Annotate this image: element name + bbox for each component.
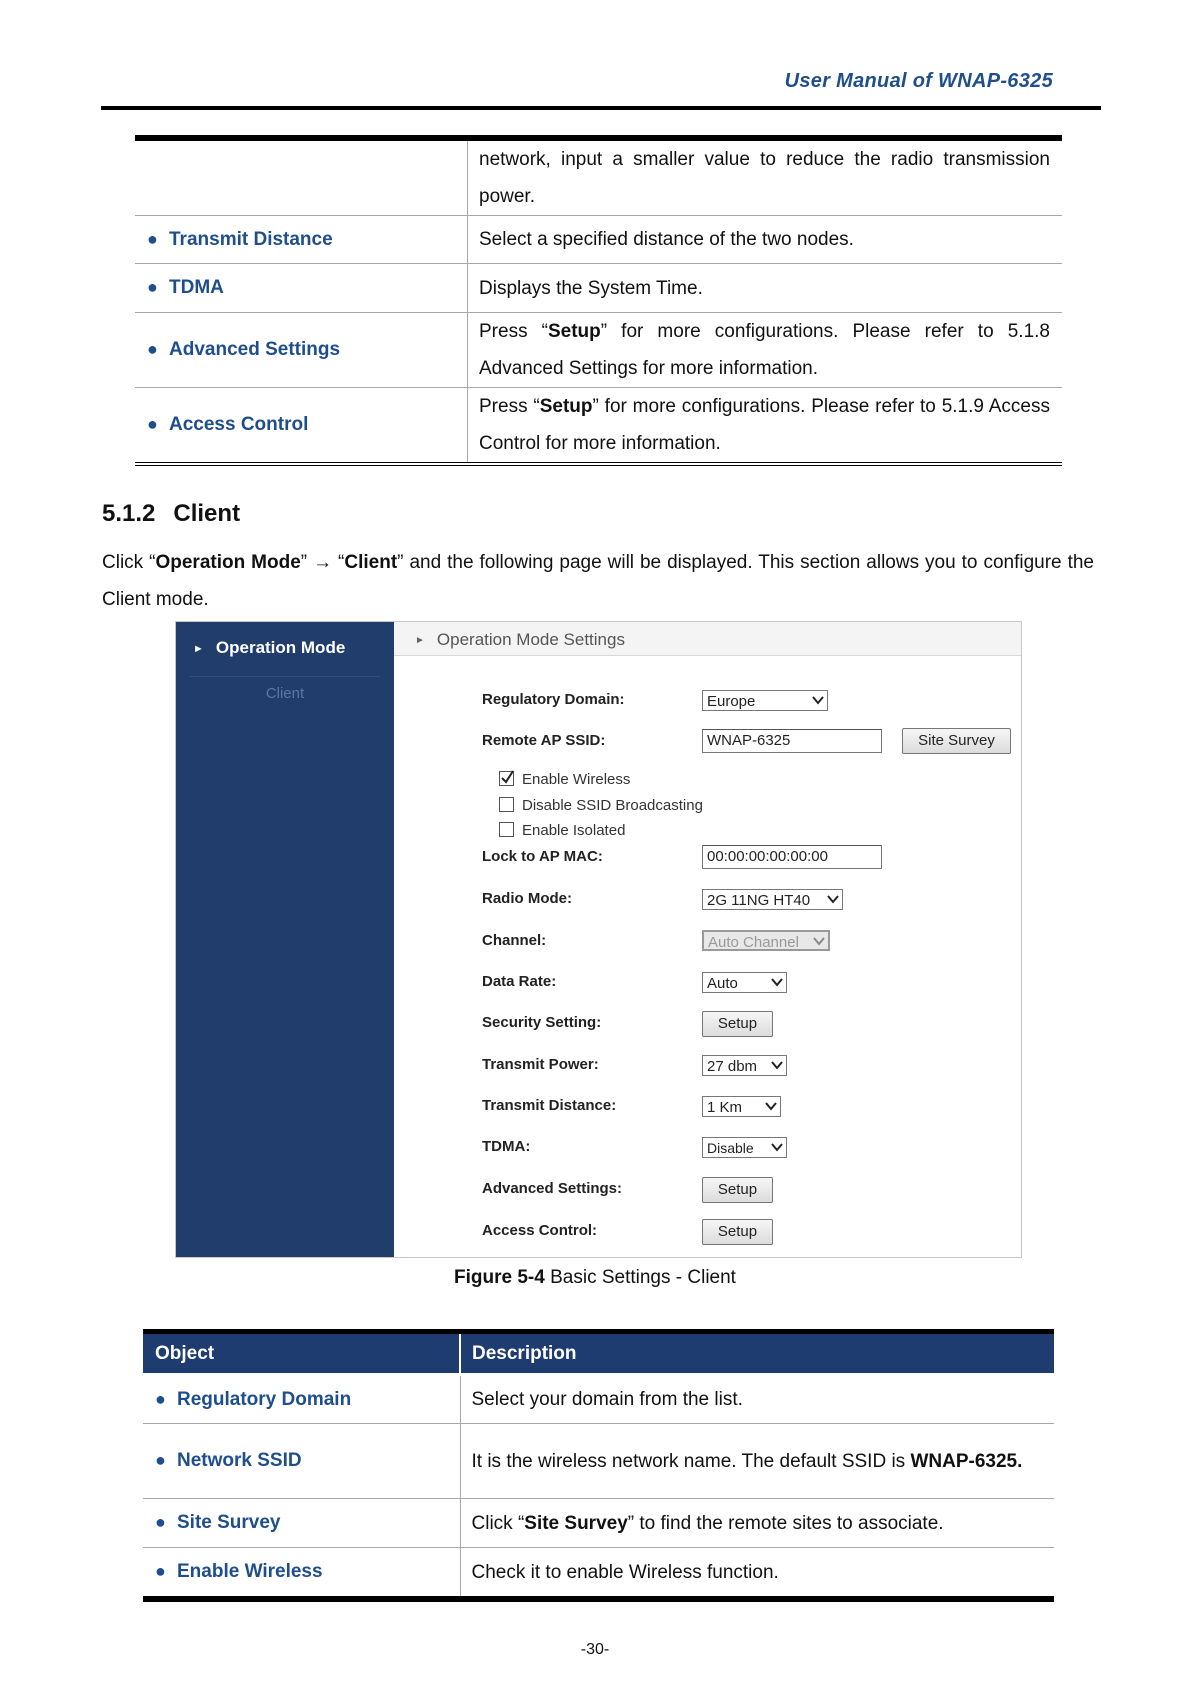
intro-text: ” → “ — [300, 552, 345, 573]
tdma-select[interactable] — [702, 1137, 787, 1158]
object-cell — [143, 1548, 460, 1600]
table-row — [135, 138, 1062, 216]
caption-text: Basic Settings - Client — [544, 1267, 736, 1288]
intro-text: ” and the following page will be displayed. This section allows you to configure the Client mode. — [102, 552, 1094, 610]
chevron-down-icon — [771, 977, 783, 987]
object-cell — [143, 1424, 460, 1499]
desc-text: ” for more configurations. Please refer to 5.1.9 Access Control for more information. — [479, 396, 1050, 454]
client-object-table — [143, 1329, 1054, 1602]
tx-distance-select[interactable] — [702, 1096, 781, 1117]
object-label: Site Survey — [177, 1512, 281, 1533]
desc-bold: Setup — [547, 321, 601, 342]
object-cell — [143, 1499, 460, 1548]
select-value: Disable — [707, 1140, 754, 1156]
section-intro — [102, 544, 1094, 618]
channel-select — [702, 930, 830, 951]
security-label: Security Setting: — [482, 1014, 602, 1031]
chevron-down-icon — [812, 695, 824, 705]
bullet-icon: ● — [147, 228, 158, 249]
bullet-icon: ● — [147, 339, 158, 359]
table-row — [143, 1548, 1054, 1600]
bullet-icon: ● — [155, 1450, 166, 1470]
section-heading — [102, 500, 258, 528]
table-row — [135, 264, 1062, 313]
desc-text: ” to find the remote sites to associate. — [627, 1512, 944, 1534]
tx-distance-label: Transmit Distance: — [482, 1097, 617, 1114]
object-label: Regulatory Domain — [177, 1388, 352, 1410]
tdma-label: TDMA: — [482, 1138, 531, 1155]
remote-ssid-input[interactable]: WNAP-6325 — [702, 729, 882, 753]
description-cell — [468, 313, 1063, 388]
bullet-icon: ● — [155, 1561, 166, 1581]
data-rate-label: Data Rate: — [482, 973, 557, 990]
select-value: Europe — [707, 693, 756, 710]
remote-ssid-label: Remote AP SSID: — [482, 732, 606, 749]
panel-header — [394, 622, 1021, 656]
table-row — [143, 1375, 1054, 1424]
bullet-icon: ● — [147, 414, 158, 434]
object-label: Advanced Settings — [169, 339, 341, 360]
select-value: 2G 11NG HT40 — [707, 892, 811, 909]
enable-isolated-label: Enable Isolated — [522, 822, 626, 839]
channel-label: Channel: — [482, 932, 547, 949]
advanced-label: Advanced Settings: — [482, 1180, 623, 1197]
header-rule — [101, 106, 1101, 110]
object-cell — [135, 216, 468, 264]
sidebar — [176, 622, 394, 1257]
header-description: Description — [460, 1332, 1054, 1375]
access-setup-button[interactable]: Setup — [702, 1219, 773, 1245]
disable-ssid-label: Disable SSID Broadcasting — [522, 797, 703, 814]
radio-mode-select[interactable] — [702, 889, 843, 910]
sidebar-item-operation-mode[interactable] — [176, 622, 394, 674]
desc-bold: Setup — [539, 396, 593, 417]
desc-text: Press “ — [479, 321, 548, 342]
chevron-down-icon — [771, 1060, 783, 1070]
radio-mode-label: Radio Mode: — [482, 890, 572, 907]
enable-isolated-checkbox[interactable] — [499, 822, 514, 837]
access-label: Access Control: — [482, 1222, 598, 1239]
sidebar-divider — [190, 676, 380, 677]
object-label: Access Control — [169, 414, 309, 435]
tx-power-label: Transmit Power: — [482, 1056, 599, 1073]
object-label: TDMA — [169, 277, 224, 298]
caption-label: Figure 5-4 — [454, 1267, 545, 1288]
data-rate-select[interactable] — [702, 972, 787, 993]
object-cell — [135, 313, 468, 388]
advanced-setup-button[interactable]: Setup — [702, 1177, 773, 1203]
table-row — [143, 1499, 1054, 1548]
bullet-icon: ● — [147, 277, 158, 297]
description-cell: Select a specified distance of the two nodes. — [468, 216, 1063, 264]
section-title: Client — [173, 500, 241, 527]
description-cell: Displays the System Time. — [468, 264, 1063, 313]
enable-wireless-label: Enable Wireless — [522, 771, 631, 788]
manual-header-title: User Manual of WNAP-6325 — [784, 70, 1053, 92]
tx-power-select[interactable] — [702, 1055, 787, 1076]
description-cell — [460, 1499, 1054, 1548]
object-cell — [143, 1375, 460, 1424]
table-row — [143, 1424, 1054, 1499]
description-cell — [468, 388, 1063, 465]
sidebar-item-client[interactable]: Client — [265, 685, 305, 702]
object-label: Transmit Distance — [169, 228, 333, 250]
lock-mac-label: Lock to AP MAC: — [482, 848, 603, 865]
desc-bold: Site Survey — [524, 1512, 628, 1534]
site-survey-button[interactable]: Site Survey — [902, 728, 1011, 754]
desc-text: Click “ — [471, 1512, 525, 1534]
desc-text: It is the wireless network name. The default SSID is — [471, 1450, 906, 1472]
intro-bold: Operation Mode — [155, 552, 301, 573]
regulatory-domain-label: Regulatory Domain: — [482, 691, 625, 708]
intro-text: Click “ — [102, 552, 156, 573]
chevron-down-icon — [771, 1142, 783, 1152]
disable-ssid-checkbox[interactable] — [499, 797, 514, 812]
page-number: -30- — [580, 1641, 610, 1658]
enable-wireless-checkbox[interactable] — [499, 771, 514, 786]
select-value: 1 Km — [707, 1099, 743, 1116]
settings-table-continued — [135, 135, 1062, 466]
object-cell — [135, 138, 468, 216]
desc-bold: WNAP-6325. — [910, 1450, 1023, 1472]
bullet-icon: ● — [155, 1512, 166, 1532]
object-label: Enable Wireless — [177, 1561, 323, 1582]
desc-text: ” for more configurations. Please refer to 5.1.8 Advanced Settings for more information. — [479, 321, 1050, 379]
select-value: 27 dbm — [707, 1058, 758, 1075]
figure-caption — [0, 1267, 1190, 1289]
object-cell — [135, 264, 468, 313]
triangle-right-icon: ► — [193, 642, 204, 655]
regulatory-domain-select[interactable] — [702, 690, 828, 711]
description-cell — [460, 1424, 1054, 1499]
client-settings-screenshot — [175, 621, 1022, 1258]
lock-mac-input[interactable]: 00:00:00:00:00:00 — [702, 845, 882, 869]
table-row — [135, 388, 1062, 465]
description-cell: network, input a smaller value to reduce the radio transmission power. — [468, 138, 1063, 216]
table-header-row — [143, 1332, 1054, 1375]
select-value: Auto — [707, 975, 738, 992]
chevron-down-icon — [827, 894, 839, 904]
table-row — [135, 313, 1062, 388]
bullet-icon: ● — [155, 1388, 166, 1409]
description-cell: Check it to enable Wireless function. — [471, 1561, 779, 1583]
object-label: Network SSID — [177, 1450, 302, 1471]
chevron-down-icon — [813, 936, 825, 946]
chevron-down-icon — [765, 1101, 777, 1111]
intro-bold: Client — [344, 552, 398, 573]
panel-title: Operation Mode Settings — [436, 630, 625, 649]
header-object: Object — [143, 1332, 460, 1375]
description-cell: Select your domain from the list. — [460, 1375, 1054, 1424]
triangle-right-icon: ► — [415, 634, 425, 646]
security-setup-button[interactable]: Setup — [702, 1011, 773, 1037]
object-cell — [135, 388, 468, 465]
checkmark-icon — [500, 770, 515, 785]
desc-text: Press “ — [479, 396, 540, 417]
section-number: 5.1.2 — [102, 500, 156, 527]
sidebar-title: Operation Mode — [215, 638, 346, 657]
select-value: Auto Channel — [708, 934, 799, 951]
table-row — [135, 216, 1062, 264]
